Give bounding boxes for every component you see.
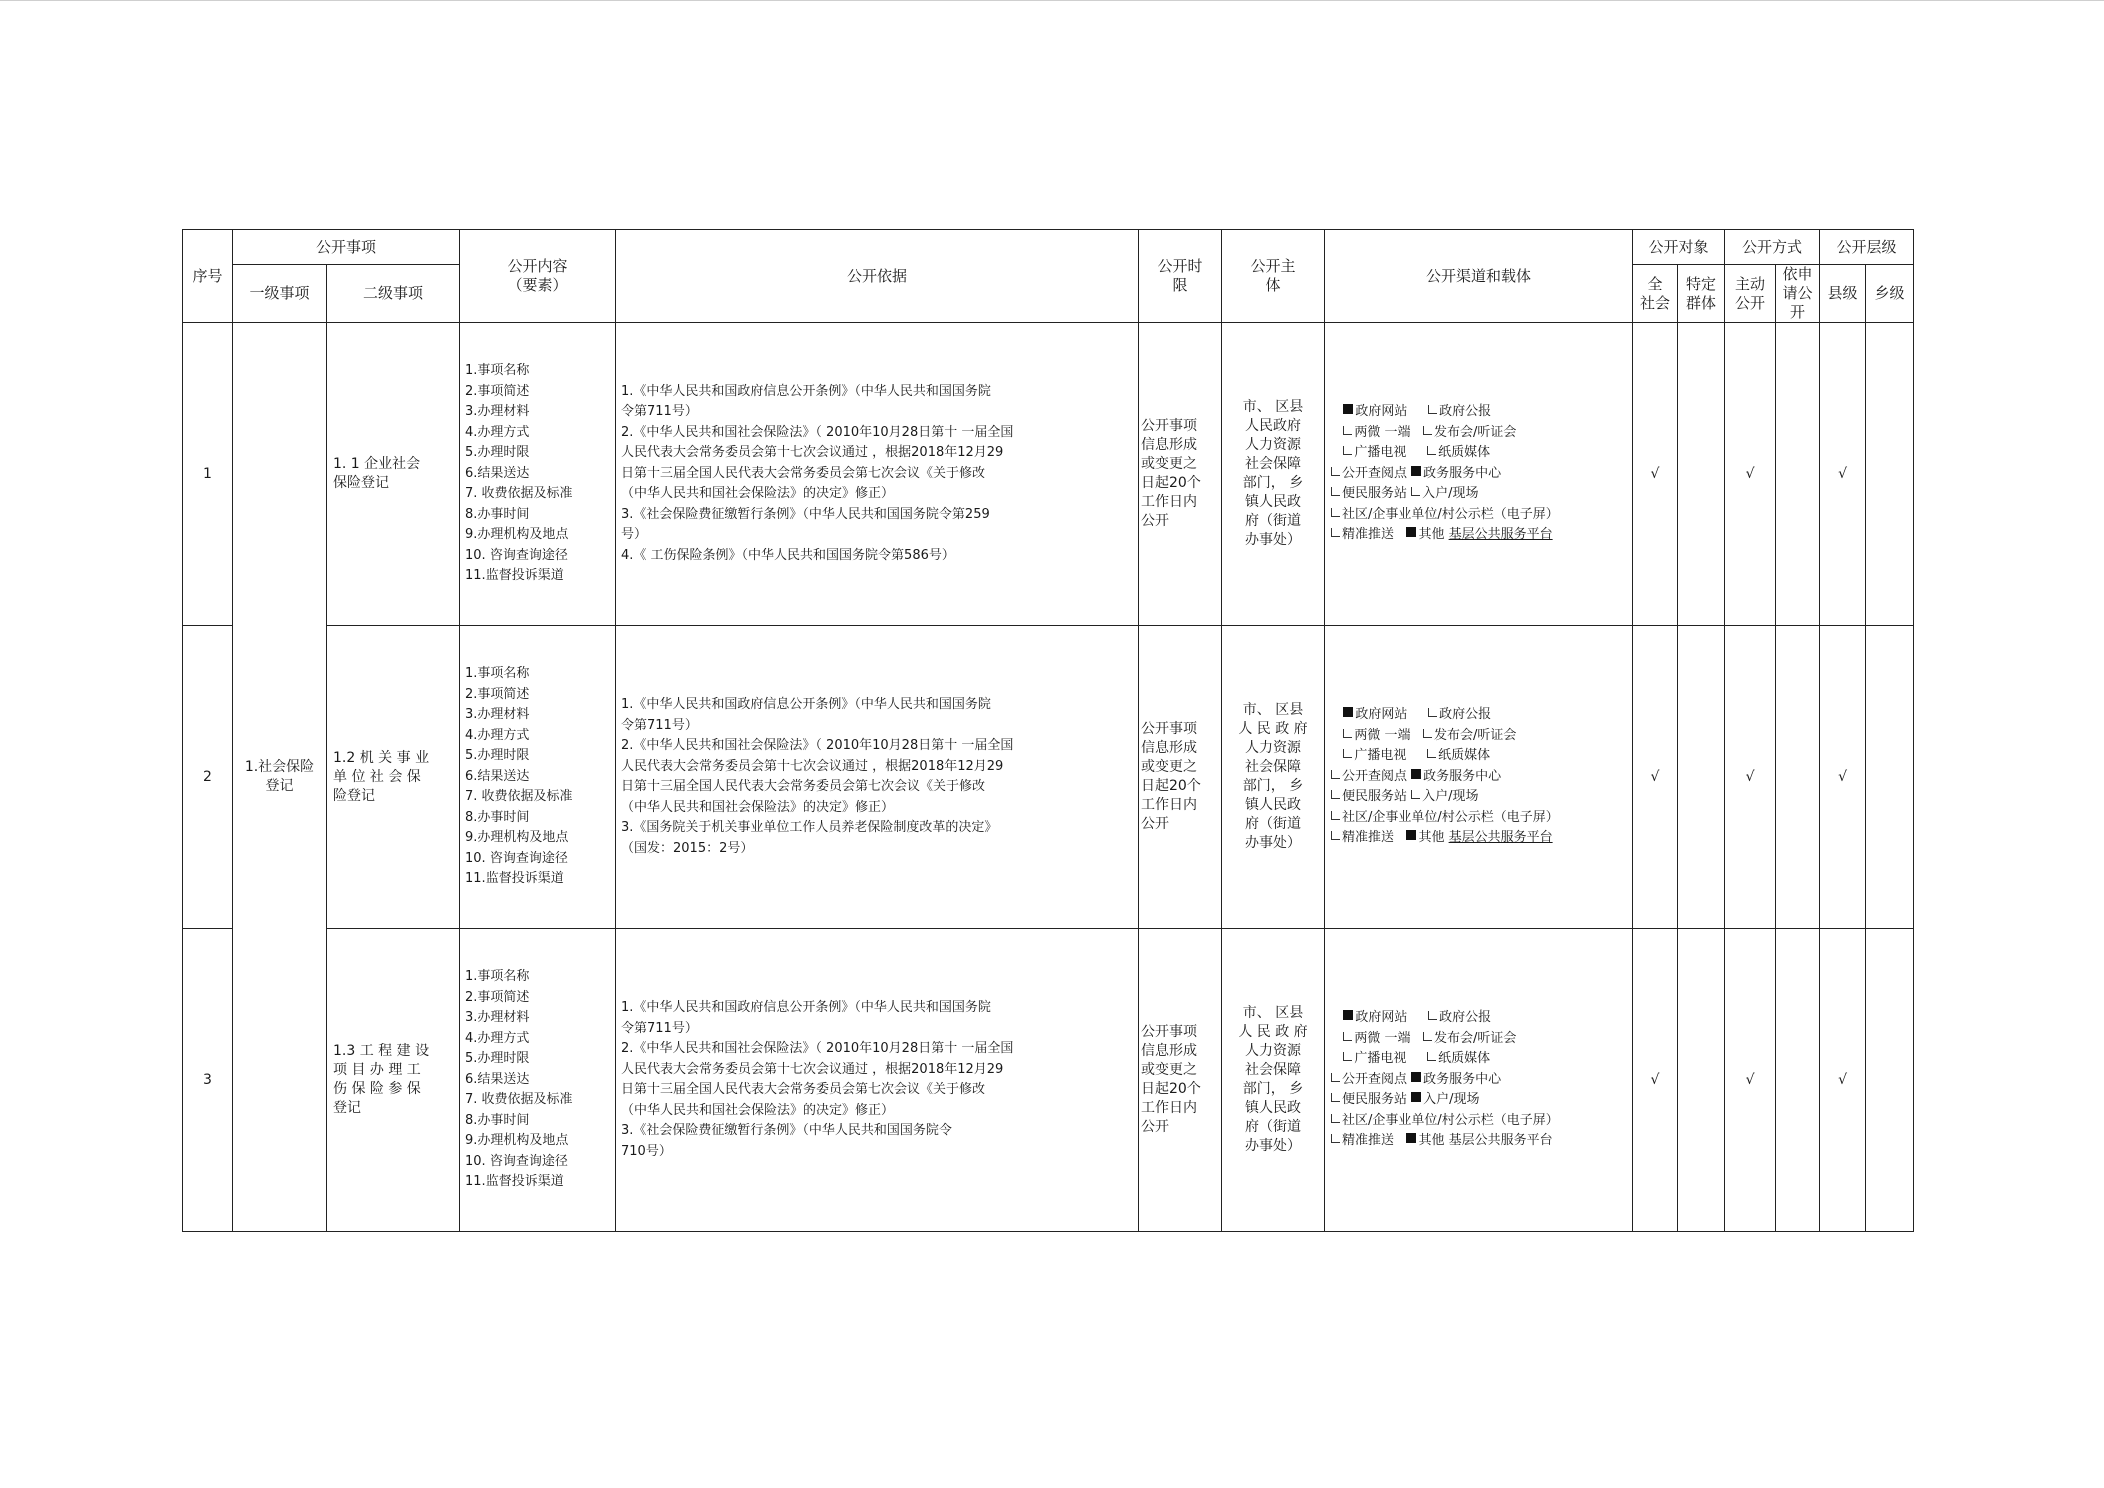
header-level-county: 县级 — [1820, 265, 1866, 323]
method-apply-check — [1776, 626, 1820, 929]
checkbox-empty-icon — [1331, 811, 1340, 820]
checkbox-checked-icon — [1411, 1072, 1421, 1082]
content-items: 1.事项名称 2.事项简述 3.办理材料 4.办理方式 5.办理时限 6.结果送达 7. 收费依据及标准 8.办事时间 9.办理机构及地点 10. 咨询查询途径 11.监督投诉渠道 — [460, 626, 616, 929]
checkbox-empty-icon — [1331, 467, 1340, 476]
checkbox-empty-icon — [1343, 729, 1352, 738]
checkbox-empty-icon — [1428, 708, 1437, 717]
checkbox-empty-icon — [1428, 1011, 1437, 1020]
channels: 政府网站 政府公报 两微 一端 发布会/听证会 广播电视 纸质媒体 公开查阅点 政务服务中心 便民服务站 入户/现场 社区/企事业单位/村公示栏（电子屏） 精准推送 其他 基层公共服务平台 — [1325, 626, 1633, 929]
header-level: 公开层级 — [1820, 230, 1914, 265]
checkbox-empty-icon — [1331, 487, 1340, 496]
checkbox-checked-icon — [1411, 1092, 1421, 1102]
header-method-apply: 依申 请公 开 — [1776, 265, 1820, 323]
header-content: 公开内容 （要素） — [460, 230, 616, 323]
page-top-rule — [0, 0, 2104, 1]
header-time-limit: 公开时 限 — [1139, 230, 1222, 323]
checkbox-empty-icon — [1427, 1052, 1436, 1061]
checkbox-empty-icon — [1331, 831, 1340, 840]
level1-item: 1.社会保险 登记 — [233, 323, 327, 1232]
method-active-check: √ — [1725, 323, 1776, 626]
method-apply-check — [1776, 323, 1820, 626]
target-specific-check — [1678, 929, 1725, 1232]
basis-text: 1.《中华人民共和国政府信息公开条例》（中华人民共和国国务院 令第711号） 2.《中华人民共和国社会保险法》（ 2010年10月28日第十 一届全国 人民代表大会常务委员会第十七次会议通过 ，根据2018年12月29 日第十三届全国人民代表大会常务委员会第七次会议《关于修改 （中华人民共和国社会保险法》的决定》修正） 3.《社会保险费征缴暂行条例》（中华人民共和国国务院令第259 号） 4.《 工伤保险条例》（中华人民共和国国务院令第586号） — [616, 323, 1139, 626]
header-channels: 公开渠道和载体 — [1325, 230, 1633, 323]
subject: 市、 区县 人 民 政 府 人力资源 社会保障 部门， 乡 镇人民政 府（街道 办事处） — [1222, 929, 1325, 1232]
header-method: 公开方式 — [1725, 230, 1820, 265]
content-items: 1.事项名称 2.事项简述 3.办理材料 4.办理方式 5.办理时限 6.结果送达 7. 收费依据及标准 8.办事时间 9.办理机构及地点 10. 咨询查询途径 11.监督投诉渠道 — [460, 929, 616, 1232]
level2-item: 1.2 机 关 事 业 单 位 社 会 保 险登记 — [327, 626, 460, 929]
level-township-check — [1866, 323, 1914, 626]
time-limit: 公开事项 信息形成 或变更之 日起20个 工作日内 公开 — [1139, 929, 1222, 1232]
checkbox-empty-icon — [1423, 426, 1432, 435]
target-specific-check — [1678, 626, 1725, 929]
row-seq: 2 — [183, 626, 233, 929]
level-county-check: √ — [1820, 323, 1866, 626]
checkbox-empty-icon — [1343, 1052, 1352, 1061]
target-all-check: √ — [1633, 323, 1678, 626]
header-level-township: 乡级 — [1866, 265, 1914, 323]
level2-item: 1.3 工 程 建 设 项 目 办 理 工 伤 保 险 参 保 登记 — [327, 929, 460, 1232]
header-public-items: 公开事项 — [233, 230, 460, 265]
checkbox-empty-icon — [1427, 749, 1436, 758]
method-active-check: √ — [1725, 626, 1776, 929]
content-items: 1.事项名称 2.事项简述 3.办理材料 4.办理方式 5.办理时限 6.结果送达 7. 收费依据及标准 8.办事时间 9.办理机构及地点 10. 咨询查询途径 11.监督投诉渠道 — [460, 323, 616, 626]
table-row — [183, 626, 1914, 929]
checkbox-checked-icon — [1411, 466, 1421, 476]
checkbox-checked-icon — [1406, 1133, 1416, 1143]
checkbox-checked-icon — [1343, 404, 1353, 414]
checkbox-checked-icon — [1406, 527, 1416, 537]
header-level1: 一级事项 — [233, 265, 327, 323]
header-method-active: 主动 公开 — [1725, 265, 1776, 323]
basis-text: 1.《中华人民共和国政府信息公开条例》（中华人民共和国国务院 令第711号） 2.《中华人民共和国社会保险法》（ 2010年10月28日第十 一届全国 人民代表大会常务委员会第十七次会议通过 ，根据2018年12月29 日第十三届全国人民代表大会常务委员会第七次会议《关于修改 （中华人民共和国社会保险法》的决定》修正） 3.《社会保险费征缴暂行条例》（中华人民共和国国务院令 710号） — [616, 929, 1139, 1232]
checkbox-empty-icon — [1331, 508, 1340, 517]
level-county-check: √ — [1820, 626, 1866, 929]
checkbox-empty-icon — [1411, 487, 1420, 496]
header-target-specific: 特定 群体 — [1678, 265, 1725, 323]
subject: 市、 区县 人民政府 人力资源 社会保障 部门， 乡 镇人民政 府（街道 办事处） — [1222, 323, 1325, 626]
level-township-check — [1866, 626, 1914, 929]
checkbox-empty-icon — [1331, 1114, 1340, 1123]
basis-text: 1.《中华人民共和国政府信息公开条例》（中华人民共和国国务院 令第711号） 2.《中华人民共和国社会保险法》（ 2010年10月28日第十 一届全国 人民代表大会常务委员会第十七次会议通过 ，根据2018年12月29 日第十三届全国人民代表大会常务委员会第七次会议《关于修改 （中华人民共和国社会保险法》的决定》修正） 3.《国务院关于机关事业单位工作人员养老保险制度改革的决定》 （国发：2015：2号） — [616, 626, 1139, 929]
channels: 政府网站 政府公报 两微 一端 发布会/听证会 广播电视 纸质媒体 公开查阅点 政务服务中心 便民服务站 入户/现场 社区/企事业单位/村公示栏（电子屏） 精准推送 其他 基层公共服务平台 — [1325, 929, 1633, 1232]
checkbox-checked-icon — [1343, 1010, 1353, 1020]
row-seq: 3 — [183, 929, 233, 1232]
table-row — [183, 929, 1914, 1232]
row-seq: 1 — [183, 323, 233, 626]
checkbox-checked-icon — [1406, 830, 1416, 840]
checkbox-empty-icon — [1331, 770, 1340, 779]
checkbox-empty-icon — [1423, 729, 1432, 738]
method-apply-check — [1776, 929, 1820, 1232]
header-target: 公开对象 — [1633, 230, 1725, 265]
method-active-check: √ — [1725, 929, 1776, 1232]
target-specific-check — [1678, 323, 1725, 626]
checkbox-checked-icon — [1411, 769, 1421, 779]
table-row — [183, 323, 1914, 626]
header-seq: 序号 — [183, 230, 233, 323]
subject: 市、 区县 人 民 政 府 人力资源 社会保障 部门， 乡 镇人民政 府（街道 办事处） — [1222, 626, 1325, 929]
level2-item: 1. 1 企业社会 保险登记 — [327, 323, 460, 626]
checkbox-empty-icon — [1331, 790, 1340, 799]
level-township-check — [1866, 929, 1914, 1232]
header-level2: 二级事项 — [327, 265, 460, 323]
checkbox-empty-icon — [1343, 749, 1352, 758]
checkbox-empty-icon — [1427, 446, 1436, 455]
header-target-all: 全 社会 — [1633, 265, 1678, 323]
checkbox-empty-icon — [1411, 790, 1420, 799]
level-county-check: √ — [1820, 929, 1866, 1232]
header-subject: 公开主 体 — [1222, 230, 1325, 323]
checkbox-empty-icon — [1343, 426, 1352, 435]
checkbox-empty-icon — [1343, 446, 1352, 455]
header-basis: 公开依据 — [616, 230, 1139, 323]
target-all-check: √ — [1633, 626, 1678, 929]
disclosure-table — [182, 229, 1914, 1232]
checkbox-empty-icon — [1331, 1134, 1340, 1143]
time-limit: 公开事项 信息形成 或变更之 日起20个 工作日内 公开 — [1139, 323, 1222, 626]
checkbox-empty-icon — [1428, 405, 1437, 414]
time-limit: 公开事项 信息形成 或变更之 日起20个 工作日内 公开 — [1139, 626, 1222, 929]
checkbox-empty-icon — [1423, 1032, 1432, 1041]
checkbox-checked-icon — [1343, 707, 1353, 717]
target-all-check: √ — [1633, 929, 1678, 1232]
checkbox-empty-icon — [1331, 1073, 1340, 1082]
checkbox-empty-icon — [1331, 1093, 1340, 1102]
checkbox-empty-icon — [1343, 1032, 1352, 1041]
checkbox-empty-icon — [1331, 528, 1340, 537]
channels: 政府网站 政府公报 两微 一端 发布会/听证会 广播电视 纸质媒体 公开查阅点 政务服务中心 便民服务站 入户/现场 社区/企事业单位/村公示栏（电子屏） 精准推送 其他 基层公共服务平台 — [1325, 323, 1633, 626]
